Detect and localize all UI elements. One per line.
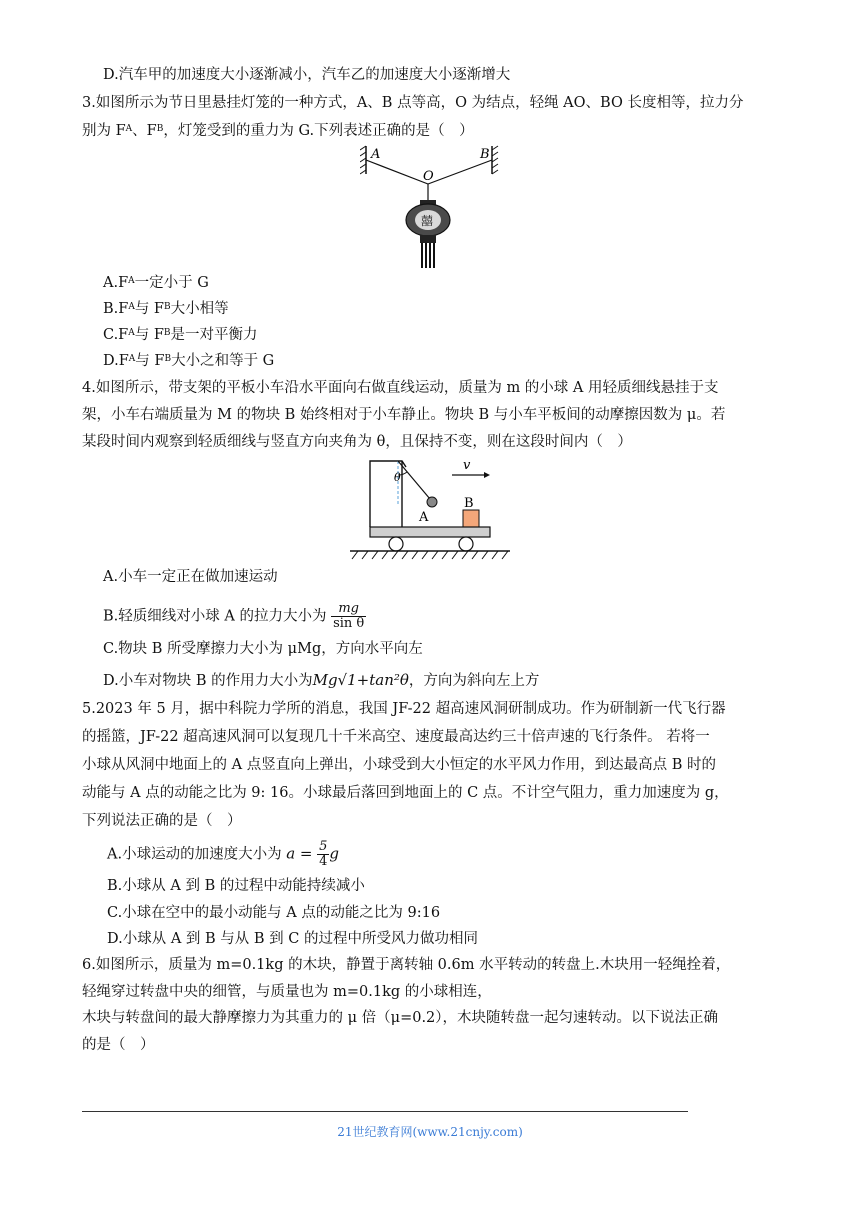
q3-option-a: $A.F^A$一定小于 G [103,275,209,291]
q4-option-b: B.轻质细线对小球 A 的拉力大小为 $\frac{mg}{\text{sin θ}}$ [103,601,365,631]
q4-option-d: D.小车对物块 B 的作用力大小为Mg√1+tan²θ，方向为斜向左上方 [103,671,540,689]
label-theta: θ [394,471,401,484]
q6-stem-line1: 6.如图所示，质量为 m=0.1kg 的木块，静置于离转轴 0.6m 水平转动的转盘上.木块用一轻绳拴着， [82,957,731,973]
block-b [463,510,479,527]
label-block-b: B [464,496,474,511]
label-o: O [423,169,434,184]
q5-stem-line1: 5.2023 年 5 月，据中科院力学所的消息，我国 JF-22 超高速风洞研制成功。作为研制新一代飞行器 [82,701,726,717]
q4-option-a: A.小车一定正在做加速运动 [103,569,278,585]
q3-stem-line2: 别为 $F^A$、$F^B$，灯笼受到的重力为 G.下列表述正确的是（ ） [82,123,474,139]
label-a: A [371,147,381,162]
q5-option-a: A.小球运动的加速度大小为 a = $\frac{5}{4}$ g [107,839,339,869]
q4-stem-line1: 4.如图所示，带支架的平板小车沿水平面向右做直线运动，质量为 m 的小球 A 用轻质细线悬挂于支 [82,380,719,396]
q5-stem-line4: 动能与 A 点的动能之比为 9: 16。小球最后落回到地面上的 C 点。不计空气阻力，重力加速度为 g， [82,785,729,801]
q6-stem-line4: 的是（ ） [82,1037,155,1053]
q6-stem-line2: 轻绳穿过转盘中央的细管，与质量也为 m=0.1kg 的小球相连， [82,984,492,1000]
q5-option-b: B.小球从 A 到 B 的过程中动能持续减小 [107,878,365,894]
q3-option-b: $B.F^A$与 $F^B$大小相等 [103,301,229,317]
label-b: B [480,147,490,162]
cart-platform [370,527,490,537]
lantern-figure [360,142,510,270]
footer-divider [82,1111,688,1112]
q2-option-d: D.汽车甲的加速度大小逐渐减小，汽车乙的加速度大小逐渐增大 [103,67,511,83]
q4-stem-line3: 某段时间内观察到轻质细线与竖直方向夹角为 θ，且保持不变，则在这段时间内（ ） [82,434,632,450]
label-ball-a: A [419,510,429,525]
q3-option-d: $D.F^A$与 $F^B$大小之和等于 G [103,353,275,369]
q5-stem-line3: 小球从风洞中地面上的 A 点竖直向上弹出，小球受到大小恒定的水平风力作用，到达最高点 B 时的 [82,757,717,773]
q4-stem-line2: 架，小车右端质量为 M 的物块 B 始终相对于小车静止。物块 B 与小车平板间的动摩擦因数为 μ。若 [82,407,726,423]
q4-option-c: C.物块 B 所受摩擦力大小为 μMg，方向水平向左 [103,641,423,657]
label-v: v [463,458,471,473]
cart-figure [346,455,514,565]
q3-stem-line1: 3.如图所示为节日里悬挂灯笼的一种方式，A、B 点等高，O 为结点，轻绳 AO、BO 长度相等，拉力分 [82,95,744,111]
q3-option-c: $C.F^A$与 $F^B$是一对平衡力 [103,327,258,343]
footer-source: 21世纪教育网(www.21cnjy.com) [337,1125,523,1139]
lantern-character: 囍 [421,214,434,228]
q5-stem-line5: 下列说法正确的是（ ） [82,813,242,829]
q5-stem-line2: 的摇篮，JF-22 超高速风洞可以复现几十千米高空、速度最高达约三十倍声速的飞行条件。 若将一 [82,729,710,745]
q5-option-d: D.小球从 A 到 B 与从 B 到 C 的过程中所受风力做功相同 [107,931,478,947]
q5-option-c: C.小球在空中的最小动能与 A 点的动能之比为 9:16 [107,905,441,921]
q6-stem-line3: 木块与转盘间的最大静摩擦力为其重力的 μ 倍（μ=0.2），木块随转盘一起匀速转动。以下说法正确 [82,1010,719,1026]
ball-a [427,497,437,507]
